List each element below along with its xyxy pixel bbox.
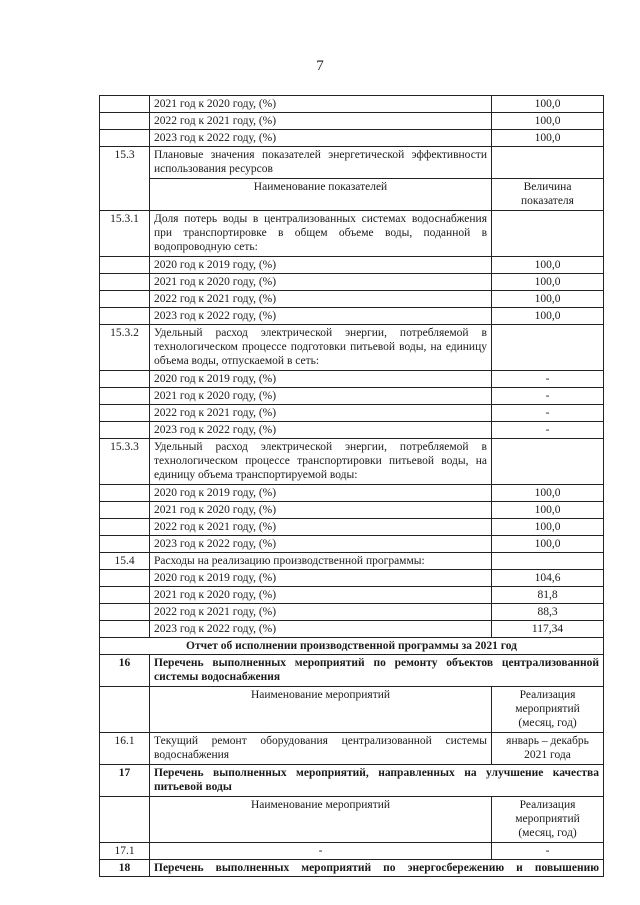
table-row: [100, 587, 604, 604]
section-row-15-3-1: [100, 211, 604, 257]
row-label: 2021 год к 2020 году, (%): [150, 96, 492, 113]
column-header-row: [100, 687, 604, 733]
section-title: Перечень выполненных мероприятий по ремонту объектов централизованной системы водоснабжения: [150, 655, 604, 687]
table-row: [100, 843, 604, 860]
row-label: 2023 год к 2022 году, (%): [150, 422, 492, 439]
table-row: [100, 422, 604, 439]
item-value: -: [492, 843, 604, 860]
table-row: [100, 570, 604, 587]
section-number: 15.3.2: [100, 325, 150, 371]
section-row-15-3-3: [100, 439, 604, 485]
section-number: 15.3.3: [100, 439, 150, 485]
table-row: [100, 519, 604, 536]
row-label: 2022 год к 2021 году, (%): [150, 291, 492, 308]
row-value: 81,8: [492, 587, 604, 604]
row-label: 2023 год к 2022 году, (%): [150, 308, 492, 325]
table-row: [100, 485, 604, 502]
table-row: [100, 405, 604, 422]
row-label: 2021 год к 2020 году, (%): [150, 388, 492, 405]
row-label: 2021 год к 2020 году, (%): [150, 274, 492, 291]
indicators-table: [99, 95, 604, 877]
row-value: 100,0: [492, 485, 604, 502]
table-row: [100, 291, 604, 308]
report-title: Отчет об исполнении производственной программы за 2021 год: [100, 638, 604, 655]
table-row: [100, 388, 604, 405]
row-value: 100,0: [492, 291, 604, 308]
column-header-row: [100, 797, 604, 843]
report-heading-row: [100, 638, 604, 655]
row-value: 100,0: [492, 308, 604, 325]
row-label: 2023 год к 2022 году, (%): [150, 130, 492, 147]
section-row-15-4: [100, 553, 604, 570]
row-value: 100,0: [492, 130, 604, 147]
section-row-18: [100, 860, 604, 877]
section-title: Доля потерь воды в централизованных системах водоснабжения при транспортировке в общем объеме воды, поданной в водопроводную сеть:: [150, 211, 492, 257]
row-value: -: [492, 371, 604, 388]
section-title: Удельный расход электрической энергии, потребляемой в технологическом процессе подготовки питьевой воды, на единицу объема воды, отпускаемой в сеть:: [150, 325, 492, 371]
row-value: 104,6: [492, 570, 604, 587]
table-row: [100, 604, 604, 621]
item-number: 16.1: [100, 733, 150, 765]
section-title: Перечень выполненных мероприятий, направленных на улучшение качества питьевой воды: [150, 765, 604, 797]
row-value: 100,0: [492, 519, 604, 536]
column-header-row: [100, 179, 604, 211]
column-header-value: Реализация мероприятий (месяц, год): [492, 687, 604, 733]
section-title: Удельный расход электрической энергии, потребляемой в технологическом процессе транспортировки питьевой воды, на единицу объема транспортируемой воды:: [150, 439, 492, 485]
row-label: 2021 год к 2020 году, (%): [150, 502, 492, 519]
section-number: 15.3: [100, 147, 150, 211]
page-number: 7: [316, 58, 324, 74]
row-value: 100,0: [492, 502, 604, 519]
section-title: Перечень выполненных мероприятий по энергосбережению и повышению: [150, 860, 604, 877]
section-row-15-3-2: [100, 325, 604, 371]
section-row-16: [100, 655, 604, 687]
row-label: 2023 год к 2022 году, (%): [150, 536, 492, 553]
row-value: 100,0: [492, 536, 604, 553]
table-row: [100, 308, 604, 325]
table-row: [100, 113, 604, 130]
section-row-17: [100, 765, 604, 797]
section-title: Плановые значения показателей энергетической эффективности использования ресурсов: [150, 147, 492, 179]
item-name: -: [150, 843, 492, 860]
column-header-value: Величина показателя: [492, 179, 604, 211]
row-label: 2023 год к 2022 году, (%): [150, 621, 492, 638]
row-value: 100,0: [492, 113, 604, 130]
table-row: [100, 502, 604, 519]
row-label: 2020 год к 2019 году, (%): [150, 257, 492, 274]
row-value: -: [492, 405, 604, 422]
row-label: 2022 год к 2021 году, (%): [150, 519, 492, 536]
row-label: 2022 год к 2021 году, (%): [150, 405, 492, 422]
table-row: [100, 274, 604, 291]
table-row: [100, 733, 604, 765]
row-label: 2022 год к 2021 году, (%): [150, 604, 492, 621]
table-row: [100, 371, 604, 388]
column-header-name: Наименование показателей: [150, 179, 492, 211]
section-title: Расходы на реализацию производственной программы:: [150, 553, 492, 570]
row-value: -: [492, 422, 604, 439]
row-value: 100,0: [492, 257, 604, 274]
item-number: 17.1: [100, 843, 150, 860]
item-value: январь – декабрь 2021 года: [492, 733, 604, 765]
item-name: Текущий ремонт оборудования централизованной системы водоснабжения: [150, 733, 492, 765]
row-label: 2020 год к 2019 году, (%): [150, 485, 492, 502]
section-number: 15.3.1: [100, 211, 150, 257]
table-row: [100, 257, 604, 274]
column-header-name: Наименование мероприятий: [150, 797, 492, 843]
row-value: -: [492, 388, 604, 405]
table-row: [100, 130, 604, 147]
row-label: 2021 год к 2020 году, (%): [150, 587, 492, 604]
column-header-value: Реализация мероприятий (месяц, год): [492, 797, 604, 843]
section-number: 18: [100, 860, 150, 877]
section-number: 16: [100, 655, 150, 687]
table-row: [100, 621, 604, 638]
row-label: 2020 год к 2019 году, (%): [150, 371, 492, 388]
row-value: 100,0: [492, 96, 604, 113]
column-header-name: Наименование мероприятий: [150, 687, 492, 733]
section-number: 17: [100, 765, 150, 797]
section-row-15-3: [100, 147, 604, 179]
section-number: 15.4: [100, 553, 150, 570]
row-label: 2022 год к 2021 году, (%): [150, 113, 492, 130]
table-row: [100, 96, 604, 113]
row-value: 100,0: [492, 274, 604, 291]
table-row: [100, 536, 604, 553]
row-label: 2020 год к 2019 году, (%): [150, 570, 492, 587]
row-value: 117,34: [492, 621, 604, 638]
row-value: 88,3: [492, 604, 604, 621]
